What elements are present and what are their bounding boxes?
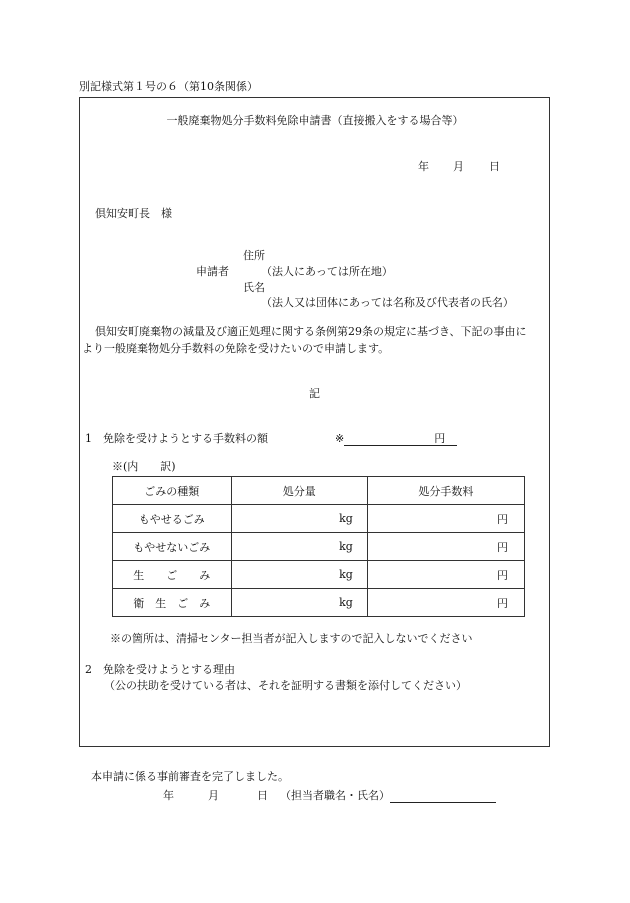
body-text-line2: より一般廃棄物処分手数料の免除を受けたいので申請します。	[82, 342, 390, 355]
address-note: （法人にあっては所在地）	[261, 265, 393, 278]
body-text-line1: 倶知安町廃棄物の減量及び適正処理に関する条例第29条の規定に基づき、下記の事由に	[95, 325, 527, 338]
table-row	[113, 533, 525, 561]
amount-cell[interactable]: kg	[231, 561, 367, 589]
item2-label: 2 免除を受けようとする理由	[85, 663, 235, 676]
date-year: 年	[418, 160, 429, 173]
row-type: もやせないごみ	[113, 533, 232, 561]
item1-unit: 円	[434, 432, 446, 445]
table-row	[113, 505, 525, 533]
item1-fee-field[interactable]	[335, 432, 457, 446]
breakdown-label: ※(内 訳)	[112, 460, 176, 473]
footer-month: 月	[208, 789, 219, 802]
fee-cell[interactable]: 円	[367, 589, 524, 617]
footer-year: 年	[163, 789, 174, 802]
staff-signature-line	[390, 790, 496, 803]
footer-staff[interactable]	[280, 789, 496, 803]
table-header-row	[113, 477, 525, 505]
item1-label: 1 免除を受けようとする手数料の額	[85, 432, 268, 445]
item2-note: （公の扶助を受けている者は、それを証明する書類を添付してください）	[104, 679, 467, 692]
form-title: 一般廃棄物処分手数料免除申請書（直接搬入をする場合等）	[166, 114, 464, 127]
header-type: ごみの種類	[113, 477, 232, 505]
header-amount: 処分量	[231, 477, 367, 505]
amount-cell[interactable]: kg	[231, 505, 367, 533]
waste-table	[112, 476, 525, 617]
fee-cell[interactable]: 円	[367, 505, 524, 533]
row-type: 生 ご み	[113, 561, 232, 589]
staff-note: ※の箇所は、清掃センター担当者が記入しますので記入しないでください	[110, 632, 473, 645]
ki-heading: 記	[309, 387, 320, 400]
fee-underline-end	[445, 433, 457, 446]
amount-cell[interactable]: kg	[231, 533, 367, 561]
table-row	[113, 561, 525, 589]
form-frame	[79, 97, 550, 747]
date-day: 日	[489, 160, 500, 173]
row-type: 衛 生 ご み	[113, 589, 232, 617]
fee-cell[interactable]: 円	[367, 533, 524, 561]
form-number: 別記様式第１号の６（第10条関係）	[79, 80, 258, 93]
footer-day: 日	[257, 789, 268, 802]
footer-line1: 本申請に係る事前審査を完了しました。	[91, 770, 289, 783]
address-label: 住所	[243, 249, 265, 262]
date-month: 月	[453, 160, 464, 173]
name-label: 氏名	[243, 281, 265, 294]
amount-cell[interactable]: kg	[231, 589, 367, 617]
header-fee: 処分手数料	[367, 477, 524, 505]
item1-mark: ※	[335, 432, 345, 445]
staff-label: （担当者職名・氏名）	[280, 789, 390, 802]
fee-underline	[344, 433, 434, 446]
table-row	[113, 589, 525, 617]
applicant-label: 申請者	[196, 265, 229, 278]
row-type: もやせるごみ	[113, 505, 232, 533]
addressee: 倶知安町長 様	[95, 207, 172, 220]
name-note: （法人又は団体にあっては名称及び代表者の氏名）	[261, 296, 514, 309]
fee-cell[interactable]: 円	[367, 561, 524, 589]
